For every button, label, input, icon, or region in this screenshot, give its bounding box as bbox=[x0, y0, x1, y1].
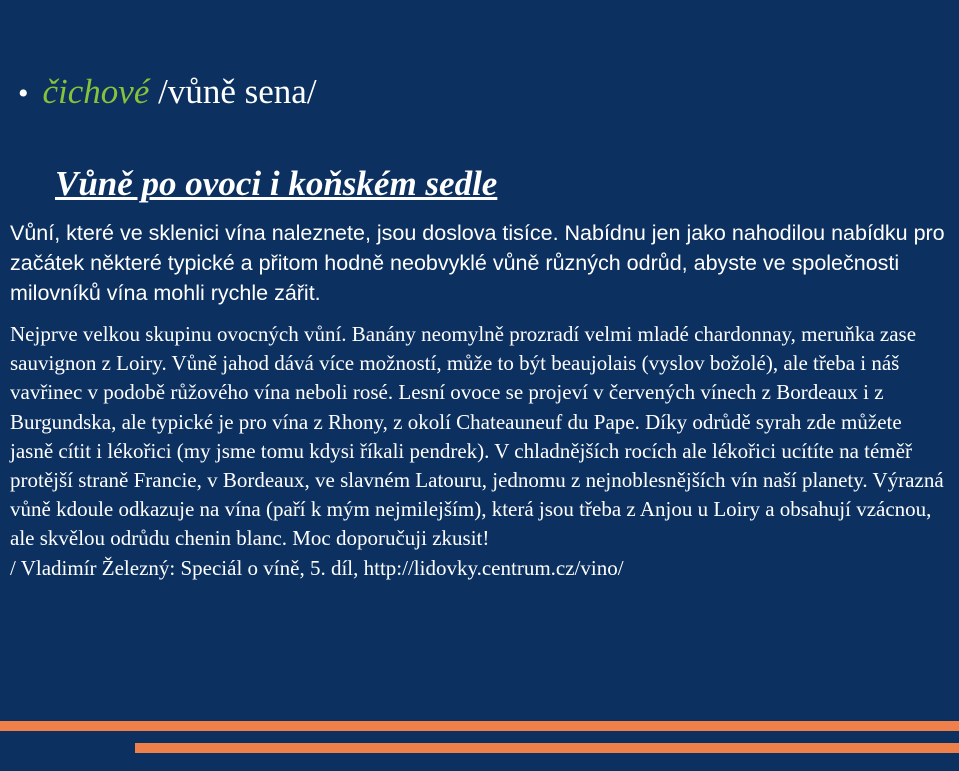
article-source: / Vladimír Železný: Speciál o víně, 5. díl, http://lidovky.centrum.cz/vino/ bbox=[10, 555, 624, 580]
bullet-item bbox=[18, 72, 317, 112]
article-intro: Vůní, které ve sklenici vína naleznete, jsou doslova tisíce. Nabídnu jen jako nahodilou nabídku pro začátek některé typické a přitom hodně neobvyklé vůně různých odrůd, abyste ve společnosti milovníků vína mohli rychle zářit. bbox=[10, 221, 945, 305]
bullet-icon: • bbox=[18, 77, 29, 110]
decorative-bar-bottom bbox=[135, 743, 959, 753]
article-body-text: Nejprve velkou skupinu ovocných vůní. Banány neomylně prozradí velmi mladé chardonnay, meruňka zase sauvignon z Loiry. Vůně jahod dává více možností, může to být beaujolais (vyslov božolé), ale třeba i náš vavřinec v podobě růžového vína neboli rosé. Lesní ovoce se projeví v červených vínech z Bordeaux i z Burgundska, ale typické je pro vína z Rhony, z okolí Chateauneuf du Pape. Díky odrůdě syrah zde můžete jasně cítit i lékořici (my jsme tomu kdysi říkali pendrek). V chladnějších rocích ale lékořici ucítíte na téměř protější straně Francie, v Bordeaux, ve slavném Latouru, jednomu z nejnoblesnějších vín naší planety. Výrazná vůně kdoule odkazuje na vína (paří k mým nejmilejším), která jsou třeba z Anjou u Loiry a obsahují vzácnou, ale skvělou odrůdu chenin blanc. Moc doporučuji zkusit! bbox=[10, 322, 944, 551]
article-body bbox=[10, 320, 950, 583]
article-heading: Vůně po ovoci i koňském sedle bbox=[55, 164, 498, 203]
decorative-bar-top bbox=[0, 721, 959, 731]
bullet-rest: /vůně sena/ bbox=[149, 72, 317, 111]
bullet-emphasis: čichové bbox=[42, 72, 150, 111]
